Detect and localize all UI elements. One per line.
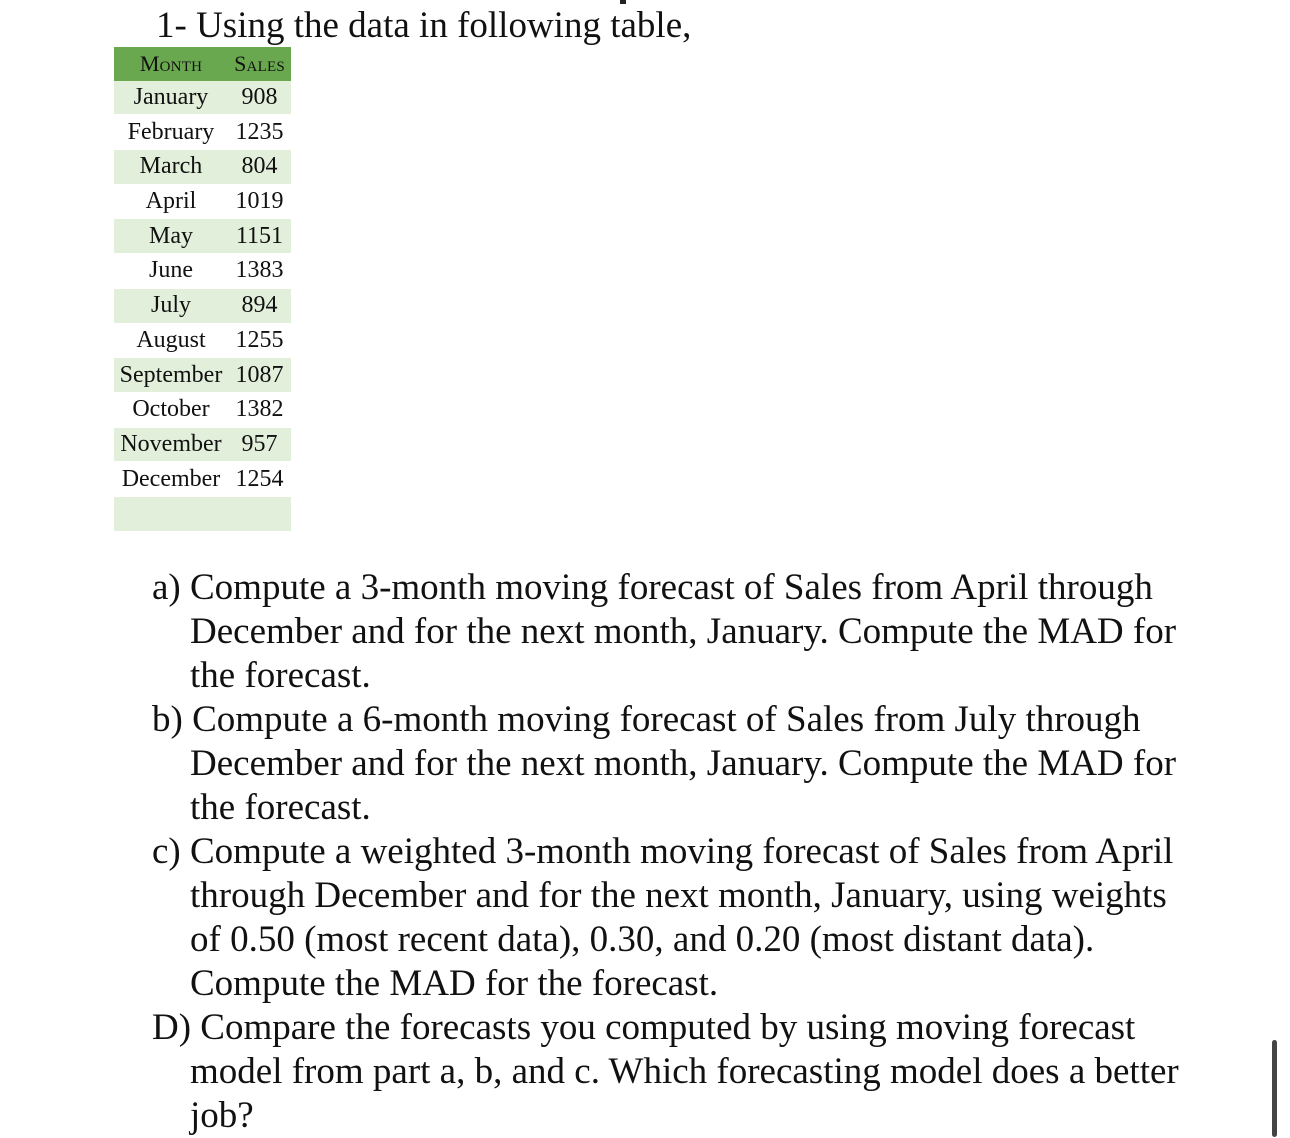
- table-row: [114, 254, 291, 289]
- sales-cell: 957: [228, 427, 291, 462]
- sales-cell: 804: [228, 150, 291, 185]
- question-c: c) Compute a weighted 3-month moving forecast of Sales from April through December and for the next month, January, using weights of 0.50 (most recent data), 0.30, and 0.20 (most distant data). Compute the MAD for the forecast.: [152, 831, 1174, 1004]
- sales-cell: 1087: [228, 358, 291, 393]
- empty-table-row: [114, 496, 291, 531]
- table-row: [114, 184, 291, 219]
- sales-cell: 894: [228, 288, 291, 323]
- empty-cell: [228, 496, 291, 531]
- sales-cell: 1254: [228, 462, 291, 497]
- month-column-header: Month: [139, 50, 203, 76]
- month-cell: May: [114, 219, 228, 254]
- sales-cell: 1255: [228, 323, 291, 358]
- month-cell: November: [114, 427, 228, 462]
- sales-cell: 908: [228, 81, 291, 115]
- question-list: [152, 566, 1192, 1138]
- sales-table: [114, 47, 291, 532]
- month-cell: October: [114, 392, 228, 427]
- empty-cell: [114, 496, 228, 531]
- table-row: [114, 115, 291, 150]
- month-cell: July: [114, 288, 228, 323]
- month-cell: December: [114, 462, 228, 497]
- table-row: [114, 392, 291, 427]
- sales-cell: 1382: [228, 392, 291, 427]
- problem-heading: 1- Using the data in following table,: [156, 5, 692, 46]
- sales-cell: 1235: [228, 115, 291, 150]
- sales-cell: 1151: [228, 219, 291, 254]
- question-b: b) Compute a 6-month moving forecast of Sales from July through December and for the next month, January. Compute the MAD for the forecast.: [152, 699, 1177, 828]
- table-row: [114, 323, 291, 358]
- question-d: D) Compare the forecasts you computed by using moving forecast model from part a, b, and c. Which forecasting model does a better job?: [152, 1007, 1179, 1136]
- table-row: [114, 219, 291, 254]
- sales-cell: 1019: [228, 184, 291, 219]
- table-row: [114, 427, 291, 462]
- table-row: [114, 81, 291, 115]
- month-cell: June: [114, 254, 228, 289]
- sales-column-header: Sales: [234, 50, 285, 76]
- table-row: [114, 462, 291, 497]
- sales-cell: 1383: [228, 254, 291, 289]
- month-cell: April: [114, 184, 228, 219]
- month-cell: September: [114, 358, 228, 393]
- table-row: [114, 150, 291, 185]
- month-cell: August: [114, 323, 228, 358]
- month-cell: February: [114, 115, 228, 150]
- vertical-scrollbar[interactable]: [1272, 1040, 1277, 1137]
- table-row: [114, 358, 291, 393]
- month-cell: January: [114, 81, 228, 115]
- month-cell: March: [114, 150, 228, 185]
- question-a: a) Compute a 3-month moving forecast of Sales from April through December and for the next month, January. Compute the MAD for the forecast.: [152, 567, 1177, 696]
- table-header-row: [114, 47, 291, 81]
- table-row: [114, 288, 291, 323]
